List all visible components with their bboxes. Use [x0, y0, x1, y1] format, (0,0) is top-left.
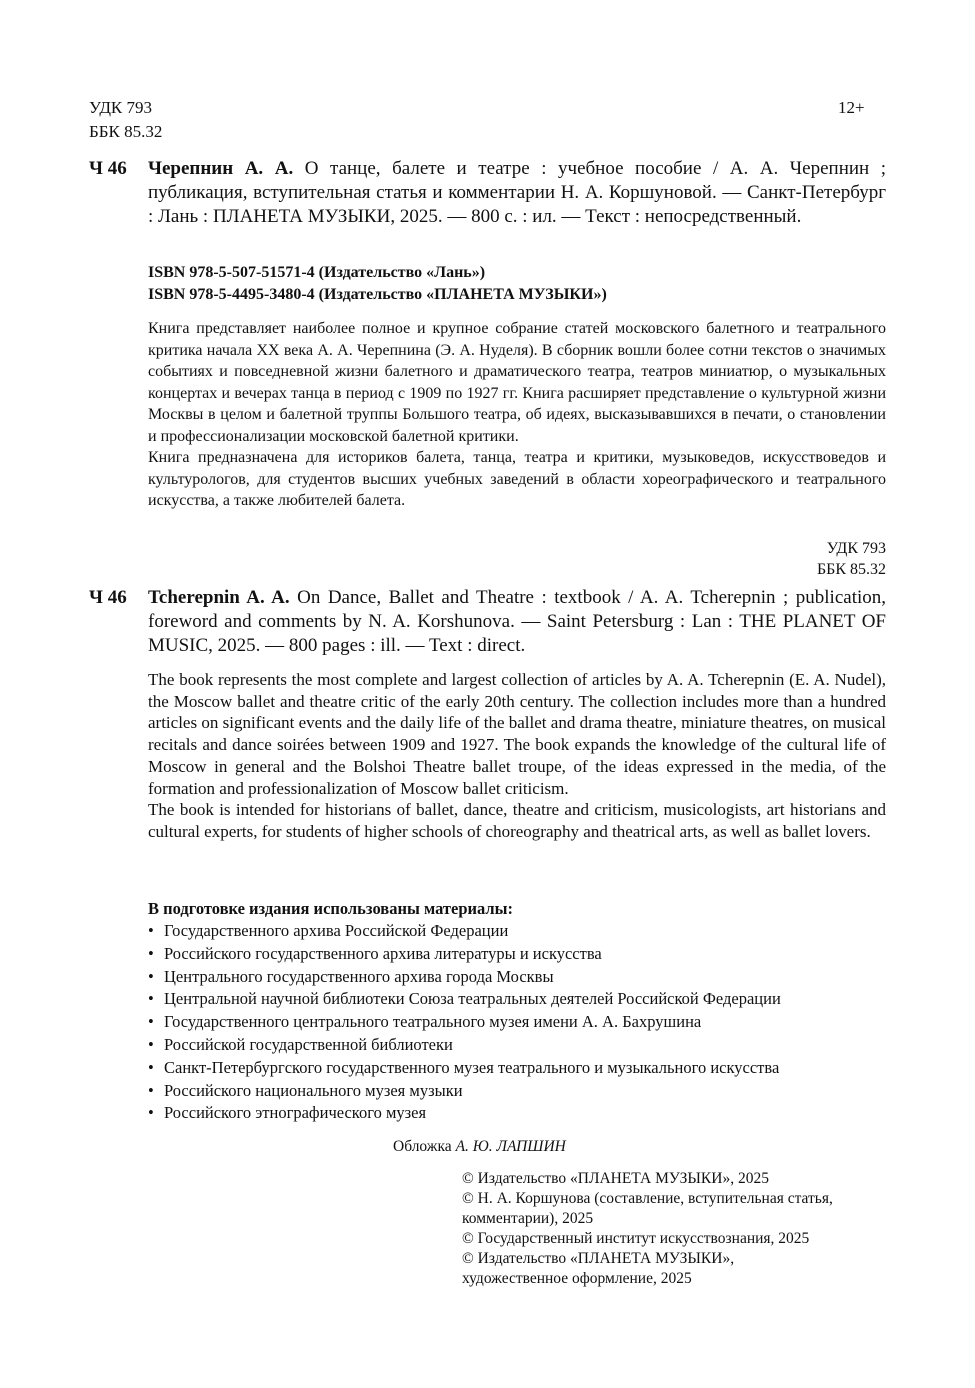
entry-en-code: Ч 46 [89, 587, 127, 608]
materials-item: • Российской государственной библиотеки [148, 1034, 781, 1057]
materials-item: • Центральной научной библиотеки Союза театральных деятелей Российской Федерации [148, 988, 781, 1011]
materials-title: В подготовке издания использованы материалы: [148, 899, 514, 918]
materials-list [148, 920, 781, 1125]
abstract-ru-p1: Книга представляет наиболее полное и крупное собрание статей московского балетного и театрального критика начала XX века А. А. Черепнина (Э. А. Нуделя). В сборник вошли более сотни текстов о значимых событиях и повседневной жизни балетного и драматического театра, театров миниатюр, о музыкальных концертах и вечерах танца в период с 1909 по 1927 гг. Книга расширяет представление о культурной жизни Москвы в целом и балетной труппы Большого театра, об идеях, высказывавшихся в печати, о становлении и профессионализации московской балетной критики. [148, 320, 886, 445]
abstract-en-p1: The book represents the most complete and largest collection of articles by A. A. Tcherepnin (E. A. Nudel), the Moscow ballet and theatre critic of the early 20th century. The collection includes more than a hundred articles on significant events and the daily life of the ballet and drama theatre, miniature theatres, on musical recitals and dance soirées between 1909 and 1927. The book expands the knowledge of the cultural life of Moscow in general and the Bolshoi Theatre ballet troupe, of the ideas expressed in the media, of the formation and professionalization of Moscow ballet criticism. [148, 670, 886, 798]
abstract-en [148, 669, 886, 843]
isbn-lan: ISBN 978-5-507-51571-4 (Издательство «Лань») [148, 264, 486, 281]
classification-bbk: ББК 85.32 [816, 561, 886, 578]
copyright-block [462, 1169, 882, 1289]
materials-item: • Государственного архива Российской Федерации [148, 920, 781, 943]
cover-credit [393, 1137, 566, 1157]
copyright-line: художественное оформление, 2025 [462, 1270, 692, 1287]
copyright-line: © Государственный институт искусствознания, 2025 [462, 1230, 810, 1247]
header-bbk: ББК 85.32 [89, 122, 163, 141]
entry-en-author: Tcherepnin A. A. [148, 587, 290, 608]
isbn-planeta: ISBN 978-5-4495-3480-4 (Издательство «ПЛАНЕТА МУЗЫКИ») [148, 286, 607, 303]
copyright-line: © Издательство «ПЛАНЕТА МУЗЫКИ», 2025 [462, 1170, 769, 1187]
copyright-line: © Издательство «ПЛАНЕТА МУЗЫКИ», [462, 1250, 735, 1267]
age-rating: 12+ [838, 98, 865, 117]
abstract-en-p2: The book is intended for historians of ballet, dance, theatre and criticism, musicologists, art historians and cultural experts, for students of higher schools of choreography and theatrical arts, as well as ballet lovers. [148, 800, 886, 841]
header-classification [89, 96, 162, 144]
entry-ru-code: Ч 46 [89, 158, 127, 179]
materials-item: • Государственного центрального театрального музея имени А. А. Бахрушина [148, 1011, 781, 1034]
entry-en-text: On Dance, Ballet and Theatre : textbook / A. A. Tcherepnin ; publication, foreword and comments by N. A. Korshunova. — Saint Petersburg : Lan : THE PLANET OF MUSIC, 2025. — 800 pages : ill. — Text : direct. [148, 587, 887, 656]
abstract-ru-p2: Книга предназначена для историков балета, танца, театра и критики, музыковедов, искусствоведов и культурологов, для студентов высших учебных заведений в области хореографического и театрального искусства, а также любителей балета. [148, 449, 886, 509]
materials-item: • Центрального государственного архива города Москвы [148, 966, 781, 989]
materials-item: • Российского национального музея музыки [148, 1080, 781, 1103]
materials-item: • Российского этнографического музея [148, 1102, 781, 1125]
cover-label: Обложка [393, 1138, 452, 1155]
copyright-line: © Н. А. Коршунова (составление, вступительная статья, [462, 1190, 833, 1207]
abstract-ru [148, 318, 886, 512]
entry-ru-author: Черепнин А. А. [148, 158, 294, 179]
materials-item: • Российского государственного архива литературы и искусства [148, 943, 781, 966]
copyright-line: комментарии), 2025 [462, 1210, 594, 1227]
materials-item: • Санкт-Петербургского государственного музея театрального и музыкального искусства [148, 1057, 781, 1080]
isbn-block [148, 262, 607, 306]
classification-udk: УДК 793 [826, 540, 886, 557]
entry-ru [148, 157, 886, 229]
header-udk: УДК 793 [89, 98, 153, 117]
cover-artist: А. Ю. ЛАПШИН [455, 1138, 566, 1155]
entry-ru-text: О танце, балете и театре : учебное пособие / А. А. Черепнин ; публикация, вступительная статья и комментарии Н. А. Коршуновой. — Санкт-Петербург : Лань : ПЛАНЕТА МУЗЫКИ, 2025. — 800 с. : ил. — Текст : непосредственный. [148, 158, 887, 227]
classification-block [700, 538, 886, 580]
entry-en [148, 586, 886, 658]
